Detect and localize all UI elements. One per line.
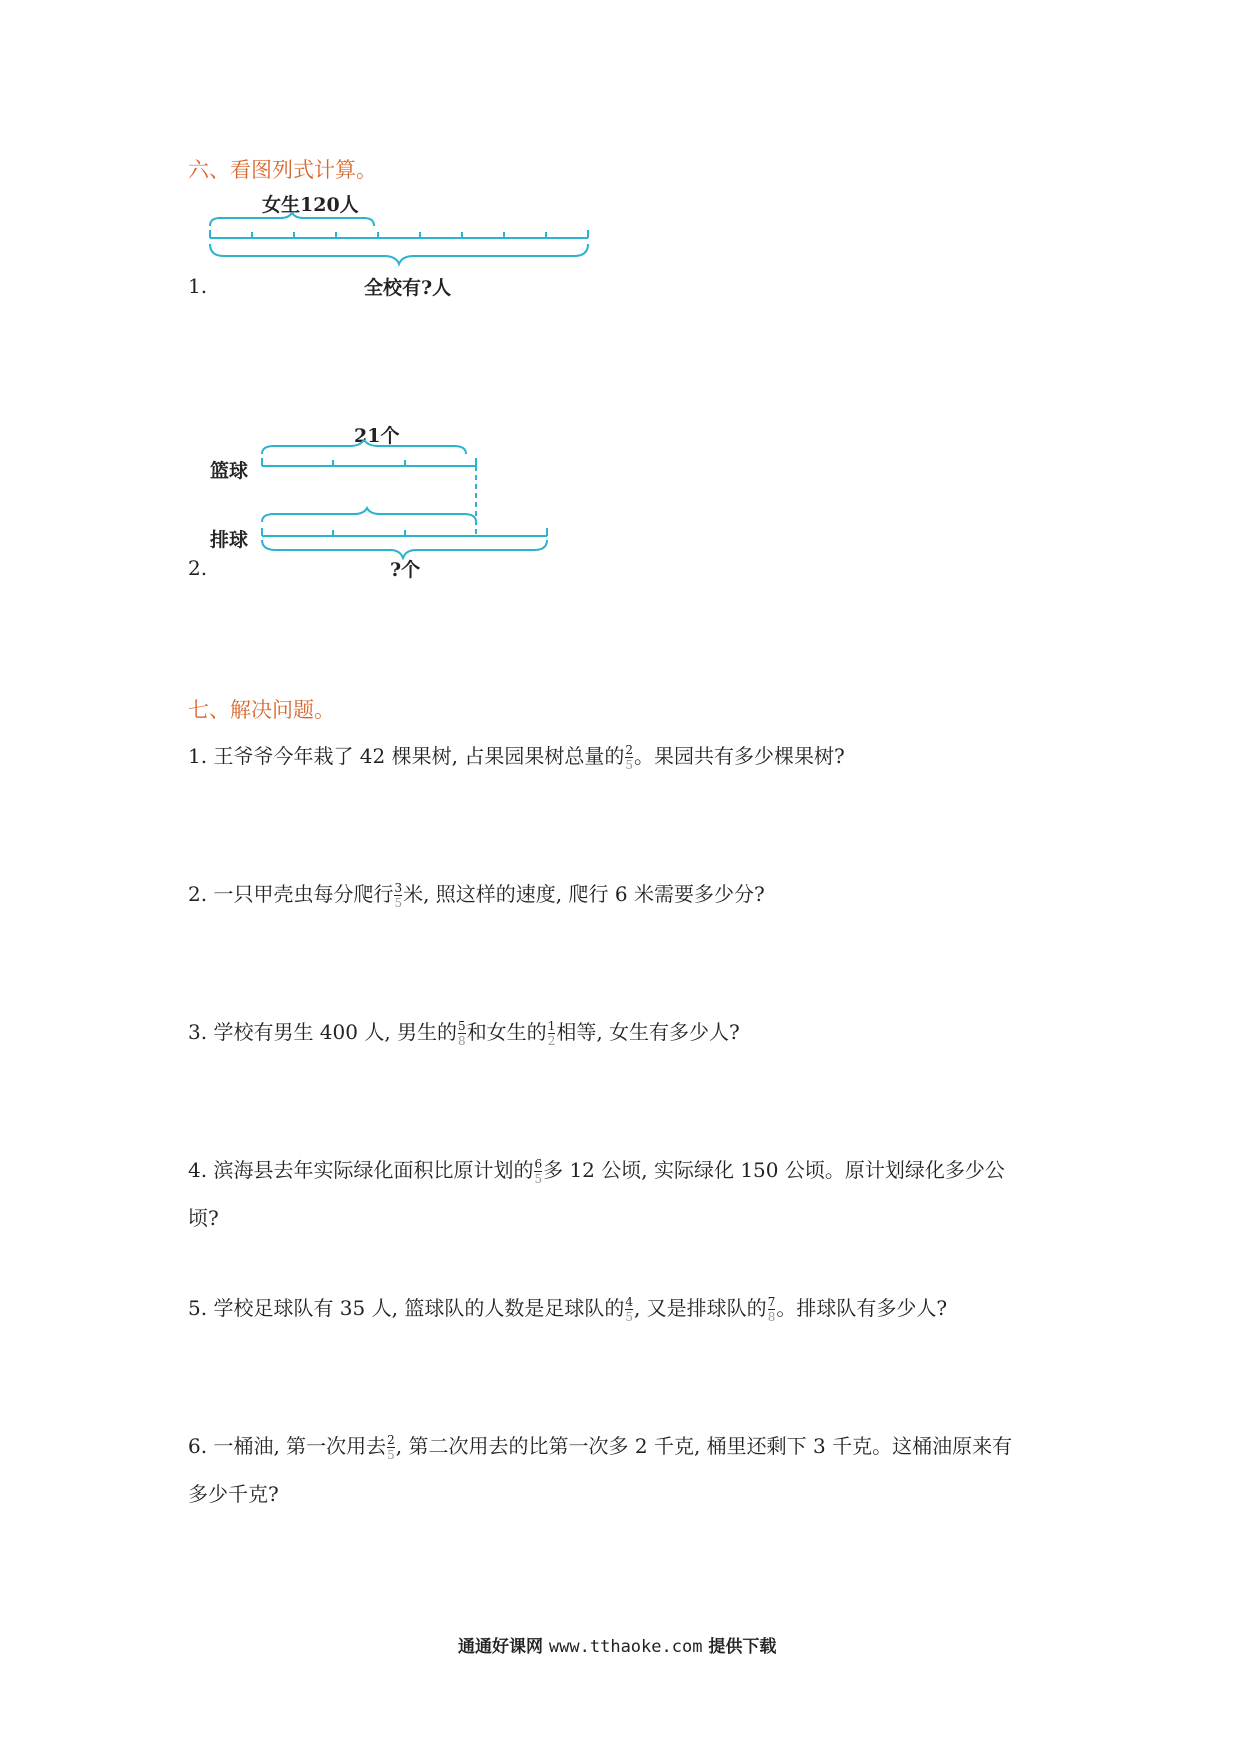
- diagram2-row1-label: 篮球: [210, 460, 249, 482]
- fraction: $\frac{2}{5}$: [625, 743, 633, 772]
- fraction: $\frac{3}{5}$: [394, 881, 403, 910]
- question-1: 1. 王爷爷今年栽了 42 棵果树, 占果园果树总量的 $\frac{2}{5}$ 。果园共有多少棵果树?: [188, 743, 845, 772]
- diagram2-row2-label: 排球: [210, 529, 249, 551]
- diagram1-bottom-label: 全校有?人: [364, 277, 452, 299]
- diagram2-middle-brace: [262, 508, 476, 522]
- diagram1-line-segment: [200, 212, 600, 272]
- question-6: 6. 一桶油, 第一次用去 $\frac{2}{5}$ , 第二次用去的比第一次多 2 千克, 桶里还剩下 3 千克。这桶油原来有 多少千克?: [188, 1433, 1013, 1506]
- question-5: 5. 学校足球队有 35 人, 篮球队的人数是足球队的 $\frac{4}{5}$ , 又是排球队的 $\frac{7}{8}$ 。排球队有多少人?: [188, 1295, 948, 1324]
- diagram2-line-segments: [250, 440, 560, 560]
- question-4: 4. 滨海县去年实际绿化面积比原计划的 $\frac{6}{5}$ 多 12 公顷, 实际绿化 150 公顷。原计划绿化多少公 顷?: [188, 1157, 1005, 1230]
- question-2: 2. 一只甲壳虫每分爬行 $\frac{3}{5}$ 米, 照这样的速度, 爬行 6 米需要多少分?: [188, 881, 765, 910]
- diagram2-number: 2.: [188, 556, 208, 580]
- diagram2-bottom-label: ?个: [390, 559, 421, 581]
- fraction: $\frac{6}{5}$: [534, 1157, 543, 1186]
- diagram2-top-brace: [262, 440, 466, 454]
- diagram1-number: 1.: [188, 274, 208, 298]
- footer-left: 通通好课网: [458, 1637, 543, 1657]
- section7-title: 七、解决问题。: [188, 698, 335, 722]
- fraction: $\frac{4}{5}$: [625, 1295, 633, 1324]
- diagram1-bottom-brace: [210, 244, 588, 264]
- fraction: $\frac{2}{5}$: [387, 1433, 395, 1462]
- diagram1-top-label: 女生120人: [262, 194, 359, 216]
- question-3: 3. 学校有男生 400 人, 男生的 $\frac{5}{8}$ 和女生的 $\frac{1}{2}$ 相等, 女生有多少人?: [188, 1019, 740, 1048]
- footer: [458, 1632, 776, 1657]
- footer-site-link[interactable]: www.tthaoke.com: [548, 1637, 703, 1657]
- diagram2-top-label: 21个: [354, 425, 400, 447]
- footer-right: 提供下载: [708, 1637, 777, 1657]
- diagram1-top-brace: [210, 212, 374, 226]
- fraction: $\frac{5}{8}$: [458, 1019, 466, 1048]
- fraction: $\frac{1}{2}$: [547, 1019, 556, 1048]
- section6-title: 六、看图列式计算。: [188, 158, 377, 182]
- fraction: $\frac{7}{8}$: [767, 1295, 776, 1324]
